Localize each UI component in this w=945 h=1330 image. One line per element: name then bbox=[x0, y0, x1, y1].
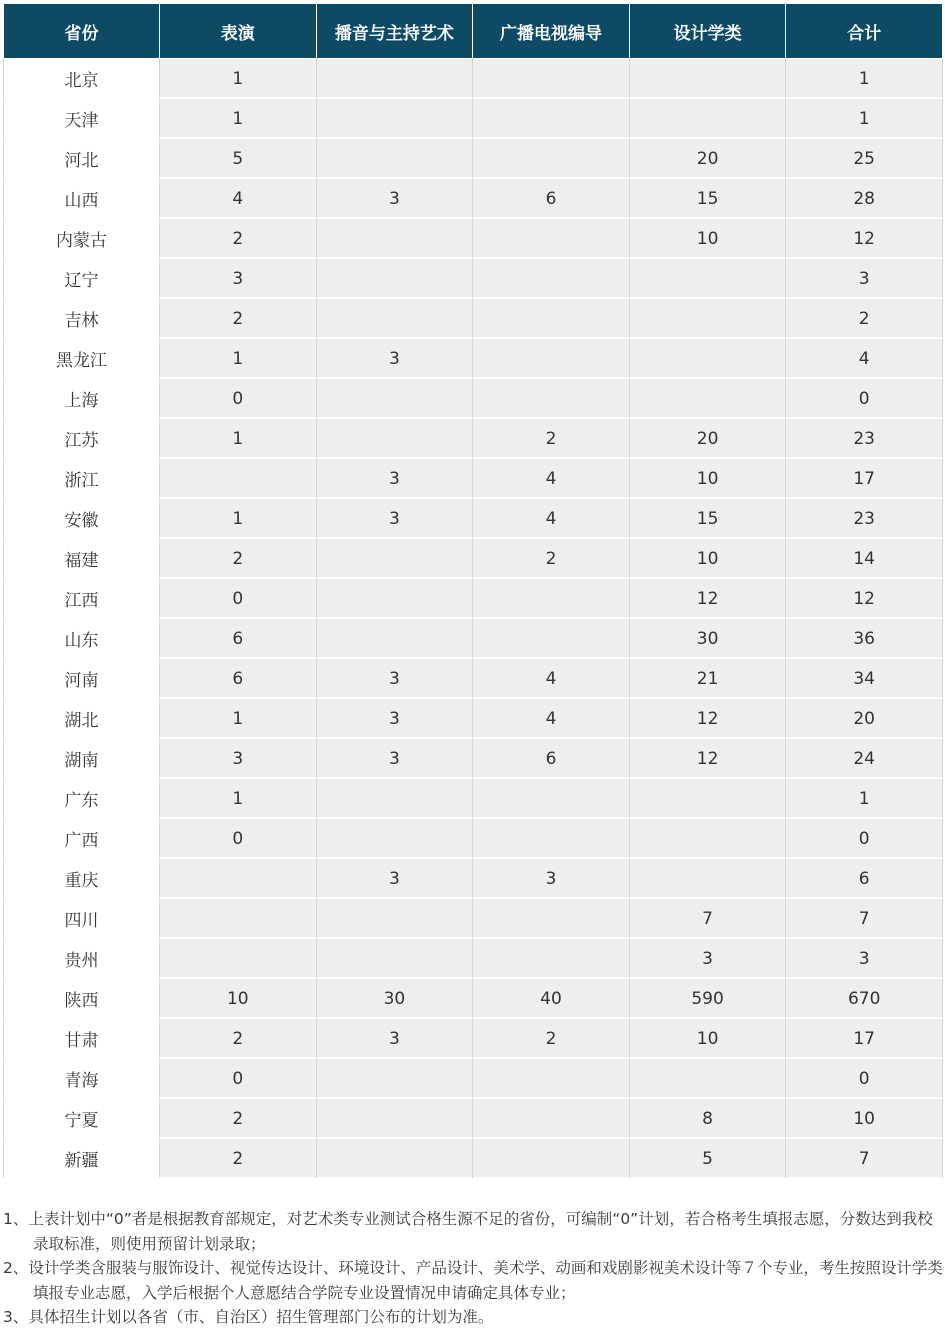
province-cell: 辽宁 bbox=[4, 259, 160, 299]
table-row bbox=[4, 499, 943, 539]
tv-directing-cell bbox=[473, 139, 630, 179]
design-cell bbox=[629, 379, 786, 419]
province-cell: 吉林 bbox=[4, 299, 160, 339]
broadcasting-hosting-cell bbox=[316, 299, 473, 339]
tv-directing-cell bbox=[473, 339, 630, 379]
total-cell: 34 bbox=[786, 659, 943, 699]
broadcasting-hosting-cell bbox=[316, 259, 473, 299]
total-cell: 7 bbox=[786, 899, 943, 939]
tv-directing-cell: 6 bbox=[473, 739, 630, 779]
performance-cell: 3 bbox=[160, 739, 317, 779]
performance-cell: 6 bbox=[160, 619, 317, 659]
tv-directing-cell: 4 bbox=[473, 499, 630, 539]
header-broadcasting-hosting: 播音与主持艺术 bbox=[316, 4, 473, 59]
performance-cell bbox=[160, 859, 317, 899]
design-cell bbox=[629, 99, 786, 139]
design-cell bbox=[629, 259, 786, 299]
performance-cell bbox=[160, 939, 317, 979]
broadcasting-hosting-cell bbox=[316, 1099, 473, 1139]
tv-directing-cell bbox=[473, 219, 630, 259]
footnote-3: 3、具体招生计划以各省（市、自治区）招生管理部门公布的计划为准。 bbox=[3, 1308, 494, 1326]
tv-directing-cell bbox=[473, 579, 630, 619]
broadcasting-hosting-cell: 3 bbox=[316, 459, 473, 499]
performance-cell: 6 bbox=[160, 659, 317, 699]
province-cell: 山西 bbox=[4, 179, 160, 219]
tv-directing-cell bbox=[473, 1139, 630, 1179]
province-cell: 江西 bbox=[4, 579, 160, 619]
design-cell bbox=[629, 299, 786, 339]
design-cell bbox=[629, 859, 786, 899]
broadcasting-hosting-cell: 3 bbox=[316, 179, 473, 219]
tv-directing-cell: 4 bbox=[473, 659, 630, 699]
header-province: 省份 bbox=[4, 4, 160, 59]
performance-cell: 1 bbox=[160, 99, 317, 139]
broadcasting-hosting-cell: 3 bbox=[316, 659, 473, 699]
province-cell: 湖南 bbox=[4, 739, 160, 779]
province-cell: 湖北 bbox=[4, 699, 160, 739]
province-cell: 山东 bbox=[4, 619, 160, 659]
tv-directing-cell: 2 bbox=[473, 1019, 630, 1059]
tv-directing-cell bbox=[473, 619, 630, 659]
province-cell: 江苏 bbox=[4, 419, 160, 459]
design-cell bbox=[629, 819, 786, 859]
tv-directing-cell bbox=[473, 379, 630, 419]
province-cell: 黑龙江 bbox=[4, 339, 160, 379]
total-cell: 1 bbox=[786, 779, 943, 819]
province-cell: 河南 bbox=[4, 659, 160, 699]
total-cell: 1 bbox=[786, 99, 943, 139]
design-cell: 10 bbox=[629, 1019, 786, 1059]
total-cell: 17 bbox=[786, 459, 943, 499]
design-cell: 20 bbox=[629, 419, 786, 459]
province-cell: 重庆 bbox=[4, 859, 160, 899]
table-row bbox=[4, 819, 943, 859]
table-header-row bbox=[4, 4, 943, 59]
province-cell: 河北 bbox=[4, 139, 160, 179]
table-row bbox=[4, 339, 943, 379]
table-row bbox=[4, 539, 943, 579]
performance-cell: 2 bbox=[160, 1019, 317, 1059]
province-cell: 贵州 bbox=[4, 939, 160, 979]
total-cell: 25 bbox=[786, 139, 943, 179]
performance-cell: 2 bbox=[160, 1139, 317, 1179]
design-cell: 15 bbox=[629, 179, 786, 219]
footnotes bbox=[3, 1207, 943, 1330]
design-cell: 30 bbox=[629, 619, 786, 659]
tv-directing-cell bbox=[473, 899, 630, 939]
performance-cell: 1 bbox=[160, 499, 317, 539]
broadcasting-hosting-cell bbox=[316, 1059, 473, 1099]
broadcasting-hosting-cell: 3 bbox=[316, 339, 473, 379]
total-cell: 7 bbox=[786, 1139, 943, 1179]
performance-cell: 2 bbox=[160, 1099, 317, 1139]
total-cell: 6 bbox=[786, 859, 943, 899]
design-cell: 15 bbox=[629, 499, 786, 539]
header-performance: 表演 bbox=[160, 4, 317, 59]
design-cell: 10 bbox=[629, 219, 786, 259]
footnote-1: 1、上表计划中“0”者是根据教育部规定，对艺术类专业测试合格生源不足的省份，可编制“0”计划，若合格考生填报志愿，分数达到我校录取标准，则使用预留计划录取； bbox=[3, 1210, 933, 1253]
design-cell: 12 bbox=[629, 579, 786, 619]
table-row bbox=[4, 59, 943, 99]
performance-cell: 0 bbox=[160, 1059, 317, 1099]
performance-cell: 1 bbox=[160, 339, 317, 379]
total-cell: 670 bbox=[786, 979, 943, 1019]
design-cell: 10 bbox=[629, 459, 786, 499]
tv-directing-cell: 4 bbox=[473, 699, 630, 739]
total-cell: 10 bbox=[786, 1099, 943, 1139]
broadcasting-hosting-cell: 3 bbox=[316, 499, 473, 539]
table-row bbox=[4, 739, 943, 779]
broadcasting-hosting-cell bbox=[316, 139, 473, 179]
tv-directing-cell: 40 bbox=[473, 979, 630, 1019]
total-cell: 20 bbox=[786, 699, 943, 739]
province-cell: 广东 bbox=[4, 779, 160, 819]
design-cell bbox=[629, 1059, 786, 1099]
province-cell: 青海 bbox=[4, 1059, 160, 1099]
table-row bbox=[4, 659, 943, 699]
table-row bbox=[4, 859, 943, 899]
table-row bbox=[4, 699, 943, 739]
performance-cell: 2 bbox=[160, 219, 317, 259]
tv-directing-cell bbox=[473, 59, 630, 99]
total-cell: 2 bbox=[786, 299, 943, 339]
tv-directing-cell bbox=[473, 1099, 630, 1139]
tv-directing-cell: 3 bbox=[473, 859, 630, 899]
tv-directing-cell: 2 bbox=[473, 419, 630, 459]
broadcasting-hosting-cell bbox=[316, 1139, 473, 1179]
design-cell bbox=[629, 339, 786, 379]
total-cell: 0 bbox=[786, 819, 943, 859]
design-cell: 3 bbox=[629, 939, 786, 979]
total-cell: 0 bbox=[786, 379, 943, 419]
table-row bbox=[4, 299, 943, 339]
total-cell: 23 bbox=[786, 419, 943, 459]
broadcasting-hosting-cell: 3 bbox=[316, 699, 473, 739]
table-row bbox=[4, 259, 943, 299]
broadcasting-hosting-cell: 3 bbox=[316, 859, 473, 899]
table-row bbox=[4, 179, 943, 219]
province-cell: 天津 bbox=[4, 99, 160, 139]
broadcasting-hosting-cell bbox=[316, 579, 473, 619]
table-row bbox=[4, 1139, 943, 1179]
broadcasting-hosting-cell bbox=[316, 939, 473, 979]
total-cell: 12 bbox=[786, 579, 943, 619]
design-cell: 7 bbox=[629, 899, 786, 939]
table-row bbox=[4, 139, 943, 179]
total-cell: 1 bbox=[786, 59, 943, 99]
table-row bbox=[4, 939, 943, 979]
enrollment-plan-table-container bbox=[3, 3, 942, 1179]
design-cell: 8 bbox=[629, 1099, 786, 1139]
performance-cell bbox=[160, 459, 317, 499]
broadcasting-hosting-cell bbox=[316, 59, 473, 99]
header-total: 合计 bbox=[786, 4, 943, 59]
province-cell: 福建 bbox=[4, 539, 160, 579]
total-cell: 17 bbox=[786, 1019, 943, 1059]
broadcasting-hosting-cell: 3 bbox=[316, 1019, 473, 1059]
performance-cell: 1 bbox=[160, 699, 317, 739]
broadcasting-hosting-cell bbox=[316, 819, 473, 859]
design-cell: 5 bbox=[629, 1139, 786, 1179]
design-cell: 12 bbox=[629, 699, 786, 739]
total-cell: 4 bbox=[786, 339, 943, 379]
table-row bbox=[4, 899, 943, 939]
header-design: 设计学类 bbox=[629, 4, 786, 59]
design-cell bbox=[629, 59, 786, 99]
footnote-2: 2、设计学类含服装与服饰设计、视觉传达设计、环境设计、产品设计、美术学、动画和戏剧影视美术设计等７个专业，考生按照设计学类填报专业志愿，入学后根据个人意愿结合学院专业设置情况申请确定具体专业； bbox=[3, 1259, 943, 1302]
province-cell: 新疆 bbox=[4, 1139, 160, 1179]
performance-cell: 0 bbox=[160, 579, 317, 619]
performance-cell: 2 bbox=[160, 299, 317, 339]
broadcasting-hosting-cell bbox=[316, 99, 473, 139]
performance-cell: 10 bbox=[160, 979, 317, 1019]
province-cell: 内蒙古 bbox=[4, 219, 160, 259]
province-cell: 广西 bbox=[4, 819, 160, 859]
table-row bbox=[4, 979, 943, 1019]
table-row bbox=[4, 459, 943, 499]
tv-directing-cell: 2 bbox=[473, 539, 630, 579]
broadcasting-hosting-cell bbox=[316, 419, 473, 459]
header-tv-directing: 广播电视编导 bbox=[473, 4, 630, 59]
performance-cell: 4 bbox=[160, 179, 317, 219]
tv-directing-cell bbox=[473, 1059, 630, 1099]
performance-cell: 5 bbox=[160, 139, 317, 179]
table-row bbox=[4, 99, 943, 139]
total-cell: 12 bbox=[786, 219, 943, 259]
province-cell: 北京 bbox=[4, 59, 160, 99]
table-row bbox=[4, 1059, 943, 1099]
province-cell: 甘肃 bbox=[4, 1019, 160, 1059]
tv-directing-cell bbox=[473, 939, 630, 979]
total-cell: 28 bbox=[786, 179, 943, 219]
design-cell: 590 bbox=[629, 979, 786, 1019]
table-row bbox=[4, 219, 943, 259]
broadcasting-hosting-cell: 30 bbox=[316, 979, 473, 1019]
broadcasting-hosting-cell bbox=[316, 539, 473, 579]
total-cell: 3 bbox=[786, 939, 943, 979]
performance-cell: 1 bbox=[160, 419, 317, 459]
broadcasting-hosting-cell bbox=[316, 379, 473, 419]
tv-directing-cell: 4 bbox=[473, 459, 630, 499]
tv-directing-cell: 6 bbox=[473, 179, 630, 219]
performance-cell: 3 bbox=[160, 259, 317, 299]
performance-cell: 1 bbox=[160, 779, 317, 819]
performance-cell: 2 bbox=[160, 539, 317, 579]
table-row bbox=[4, 579, 943, 619]
design-cell bbox=[629, 779, 786, 819]
tv-directing-cell bbox=[473, 299, 630, 339]
design-cell: 21 bbox=[629, 659, 786, 699]
table-row bbox=[4, 779, 943, 819]
table-row bbox=[4, 379, 943, 419]
tv-directing-cell bbox=[473, 99, 630, 139]
broadcasting-hosting-cell: 3 bbox=[316, 739, 473, 779]
table-body bbox=[4, 59, 943, 1179]
tv-directing-cell bbox=[473, 819, 630, 859]
total-cell: 0 bbox=[786, 1059, 943, 1099]
province-cell: 陕西 bbox=[4, 979, 160, 1019]
total-cell: 3 bbox=[786, 259, 943, 299]
total-cell: 36 bbox=[786, 619, 943, 659]
performance-cell bbox=[160, 899, 317, 939]
broadcasting-hosting-cell bbox=[316, 619, 473, 659]
province-cell: 四川 bbox=[4, 899, 160, 939]
performance-cell: 0 bbox=[160, 819, 317, 859]
total-cell: 23 bbox=[786, 499, 943, 539]
broadcasting-hosting-cell bbox=[316, 899, 473, 939]
table-row bbox=[4, 1019, 943, 1059]
design-cell: 20 bbox=[629, 139, 786, 179]
province-cell: 浙江 bbox=[4, 459, 160, 499]
province-cell: 安徽 bbox=[4, 499, 160, 539]
performance-cell: 0 bbox=[160, 379, 317, 419]
province-cell: 上海 bbox=[4, 379, 160, 419]
total-cell: 24 bbox=[786, 739, 943, 779]
total-cell: 14 bbox=[786, 539, 943, 579]
design-cell: 12 bbox=[629, 739, 786, 779]
table-row bbox=[4, 1099, 943, 1139]
tv-directing-cell bbox=[473, 779, 630, 819]
enrollment-plan-table bbox=[3, 3, 943, 1179]
performance-cell: 1 bbox=[160, 59, 317, 99]
province-cell: 宁夏 bbox=[4, 1099, 160, 1139]
table-row bbox=[4, 619, 943, 659]
broadcasting-hosting-cell bbox=[316, 219, 473, 259]
design-cell: 10 bbox=[629, 539, 786, 579]
broadcasting-hosting-cell bbox=[316, 779, 473, 819]
table-row bbox=[4, 419, 943, 459]
tv-directing-cell bbox=[473, 259, 630, 299]
